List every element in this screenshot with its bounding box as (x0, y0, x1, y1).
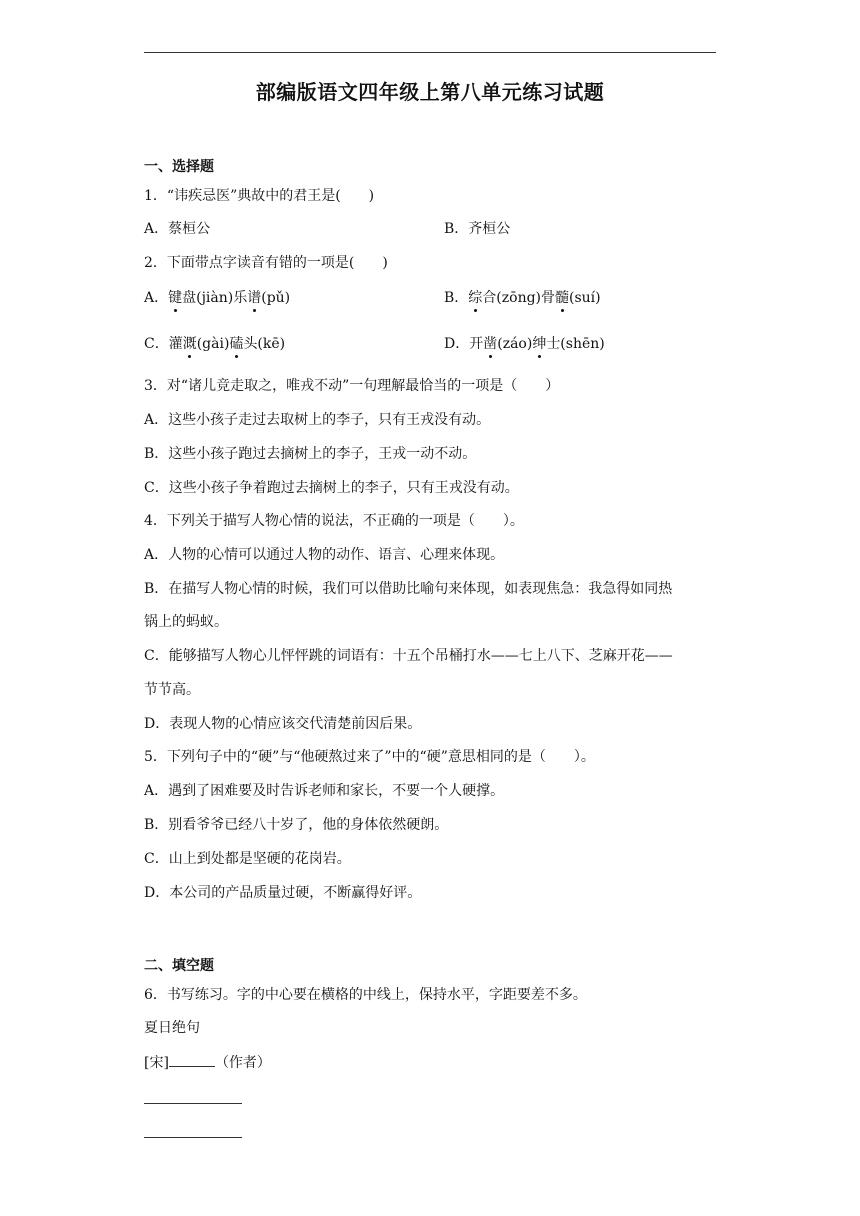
dotted-char: 磕 (229, 336, 244, 352)
question-4-option-a: A．人物的心情可以通过人物的动作、语言、心理来体现。 (144, 547, 505, 563)
question-3-option-b: B．这些小孩子跑过去摘树上的李子，王戎一动不动。 (144, 446, 477, 462)
option-text: 头(kē) (243, 336, 286, 352)
section-heading-fill: 二、填空题 (144, 958, 214, 974)
question-3-option-c: C．这些小孩子争着跑过去摘树上的李子，只有王戎没有动。 (144, 480, 519, 496)
question-5-option-b: B．别看爷爷已经八十岁了，他的身体依然硬朗。 (144, 817, 449, 833)
question-5-stem: 5．下列句子中的“硬”与“他硬熬过来了”中的“硬”意思相同的是（ ）。 (144, 749, 595, 765)
option-text: 合(zōng)骨 (482, 290, 556, 306)
option-text: 盘(jiàn)乐 (182, 290, 248, 306)
option-a-label: A． (144, 290, 169, 306)
option-text: (suí) (569, 290, 601, 306)
dotted-char: 键 (168, 290, 183, 306)
section-heading-choice: 一、选择题 (144, 159, 214, 175)
question-4-option-c-cont: 节节高。 (144, 682, 200, 698)
dotted-char: 绅 (532, 336, 547, 352)
answer-blank-2[interactable] (144, 1137, 242, 1138)
question-2-option-a (144, 288, 290, 308)
question-4-option-d: D．表现人物的心情应该交代清楚前因后果。 (144, 716, 422, 732)
page-title: 部编版语文四年级上第八单元练习试题 (255, 80, 605, 104)
question-5-option-c: C．山上到处都是坚硬的花岗岩。 (144, 851, 351, 867)
option-text: (pǔ) (261, 290, 291, 306)
dotted-char: 溉 (182, 336, 197, 352)
author-blank[interactable] (169, 1052, 215, 1067)
answer-blank-1[interactable] (144, 1103, 242, 1104)
question-5-option-a: A．遇到了困难要及时告诉老师和家长，不要一个人硬撑。 (144, 783, 505, 799)
question-2-option-d (444, 334, 605, 354)
question-6-stem: 6．书写练习。字的中心要在横格的中线上，保持水平，字距要差不多。 (144, 987, 587, 1003)
dotted-char: 综 (468, 290, 483, 306)
dynasty-label: [宋] (144, 1055, 169, 1071)
option-text: (záo) (497, 336, 533, 352)
dotted-char: 谱 (247, 290, 262, 306)
option-c-label: C．灌 (144, 336, 183, 352)
header-rule (144, 52, 716, 53)
question-4-option-b-cont: 锅上的蚂蚁。 (144, 614, 228, 630)
dotted-char: 髓 (555, 290, 570, 306)
question-1-stem: 1．“讳疾忌医”典故中的君王是( ) (144, 188, 375, 204)
option-text: 士(shēn) (546, 336, 605, 352)
poem-author-line (144, 1052, 271, 1073)
author-label: （作者） (214, 1055, 271, 1071)
question-3-option-a: A．这些小孩子走过去取树上的李子，只有王戎没有动。 (144, 412, 491, 428)
question-1-option-b: B．齐桓公 (444, 221, 511, 237)
question-4-stem: 4．下列关于描写人物心情的说法，不正确的一项是（ ）。 (144, 513, 524, 529)
option-text: (gài) (196, 336, 230, 352)
poem-title: 夏日绝句 (144, 1020, 200, 1036)
question-1-option-a: A．蔡桓公 (144, 221, 211, 237)
option-b-label: B． (444, 290, 469, 306)
question-2-option-b (444, 288, 601, 308)
question-4-option-c: C．能够描写人物心儿怦怦跳的词语有：十五个吊桶打水——七上八下、芝麻开花—— (144, 648, 673, 664)
question-4-option-b: B．在描写人物心情的时候，我们可以借助比喻句来体现，如表现焦急：我急得如同热 (144, 581, 673, 597)
question-2-option-c (144, 334, 285, 354)
option-d-label: D．开 (444, 336, 484, 352)
dotted-char: 凿 (483, 336, 498, 352)
question-2-stem: 2．下面带点字读音有错的一项是( ) (144, 255, 388, 271)
question-3-stem: 3．对“诸儿竞走取之，唯戎不动”一句理解最恰当的一项是（ ） (144, 378, 560, 394)
question-5-option-d: D．本公司的产品质量过硬，不断赢得好评。 (144, 885, 422, 901)
